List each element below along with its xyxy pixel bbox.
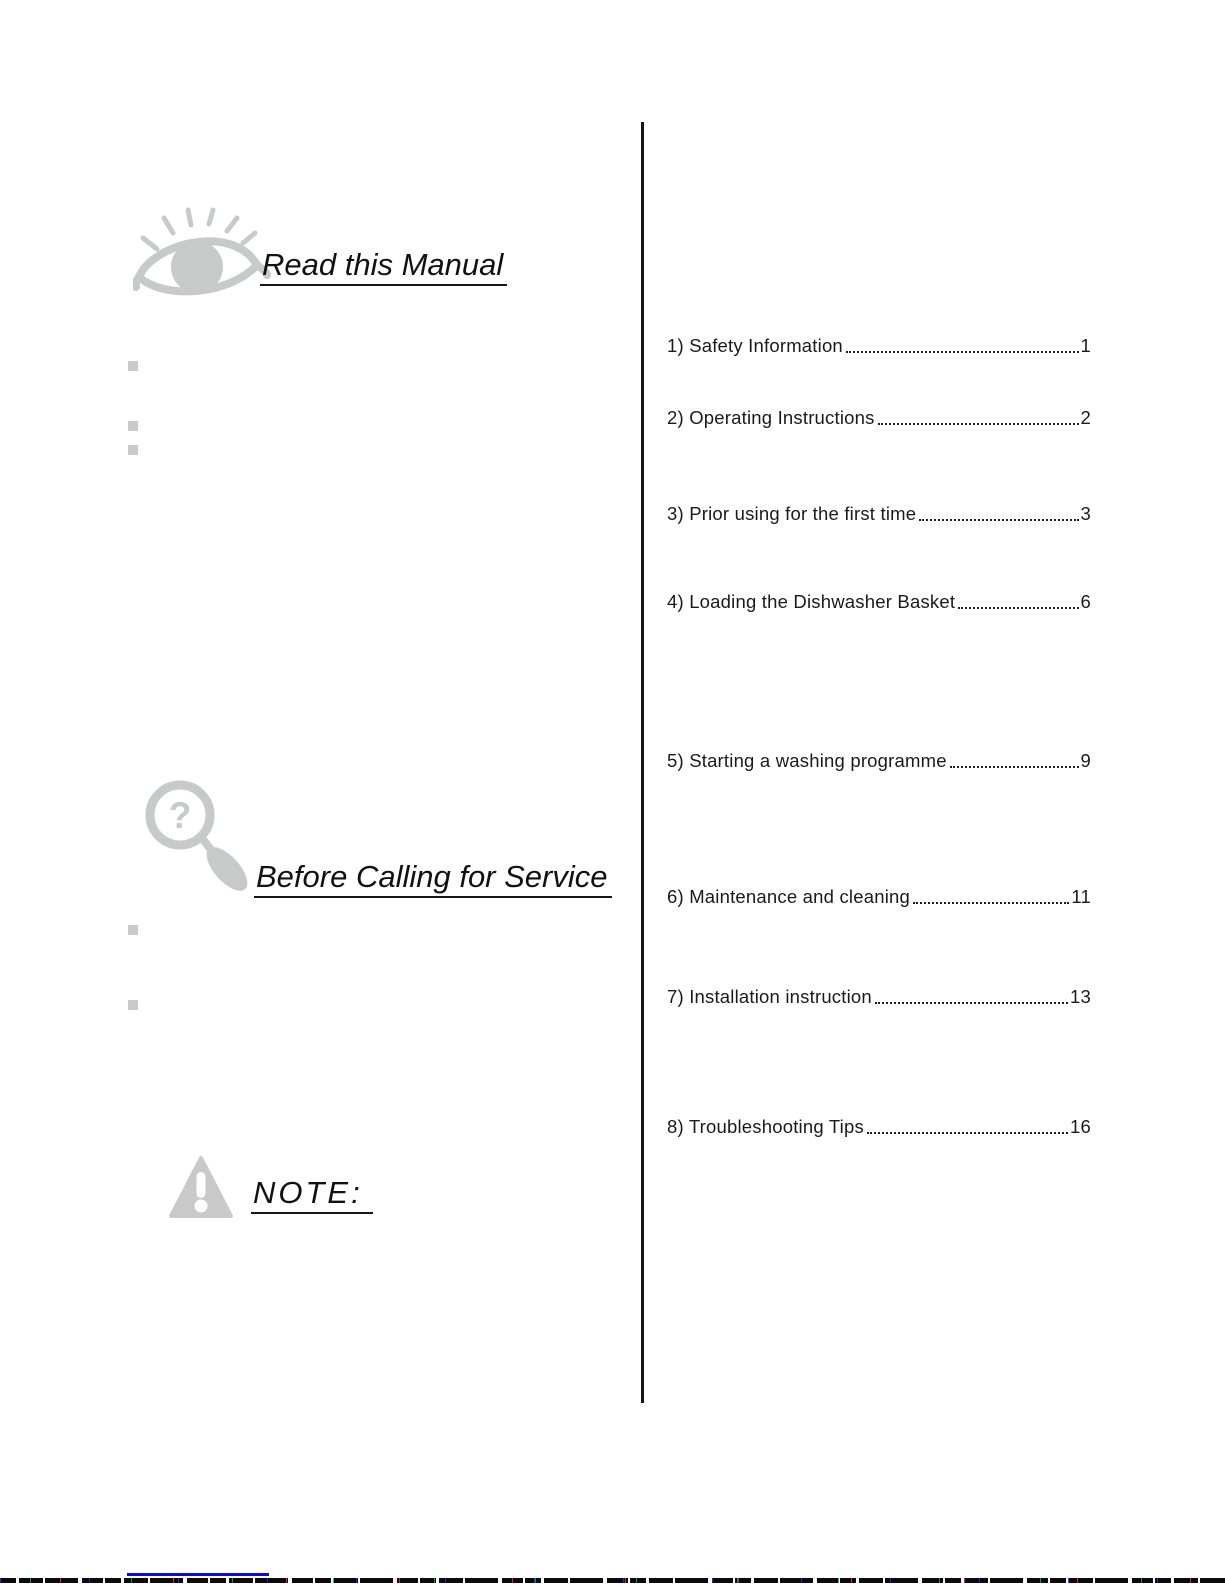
- bullet-marker: [128, 421, 138, 431]
- toc-item-prior-using-first-time: [667, 502, 1091, 525]
- toc-leader-dots: [919, 519, 1078, 521]
- toc-item-label: 7) Installation instruction: [667, 986, 872, 1007]
- toc-item-maintenance-and-cleaning: [667, 885, 1091, 908]
- section-heading-before-calling-for-service: Before Calling for Service: [254, 860, 612, 898]
- bullet-marker: [128, 361, 138, 371]
- toc-item-label: 2) Operating Instructions: [667, 407, 875, 428]
- toc-leader-dots: [846, 351, 1079, 353]
- toc-item-starting-washing-programme: [667, 749, 1091, 772]
- toc-item-loading-dishwasher-basket: [667, 590, 1091, 613]
- toc-item-page: 13: [1070, 986, 1091, 1007]
- question-mark: ?: [168, 795, 192, 836]
- toc-item-troubleshooting-tips: [667, 1115, 1091, 1138]
- eye-icon: [133, 207, 271, 307]
- bullet-marker: [128, 1000, 138, 1010]
- toc-item-page: 9: [1080, 750, 1091, 771]
- scan-noise-edge: [0, 1578, 1225, 1583]
- toc-leader-dots: [958, 607, 1078, 609]
- toc-item-safety-information: [667, 334, 1091, 357]
- toc-leader-dots: [867, 1132, 1068, 1134]
- toc-item-page: 3: [1080, 503, 1091, 524]
- toc-item-label: 6) Maintenance and cleaning: [667, 886, 910, 907]
- toc-leader-dots: [950, 766, 1079, 768]
- toc-item-page: 2: [1080, 407, 1091, 428]
- toc-item-page: 1: [1080, 335, 1091, 356]
- toc-leader-dots: [878, 423, 1079, 425]
- toc-leader-dots: [913, 902, 1069, 904]
- bullet-marker: [128, 445, 138, 455]
- exclamation-dot: [195, 1200, 208, 1213]
- toc-item-page: 16: [1070, 1116, 1091, 1137]
- toc-item-label: 4) Loading the Dishwasher Basket: [667, 591, 956, 612]
- column-divider-line: [641, 122, 644, 1403]
- toc-item-page: 11: [1071, 886, 1091, 907]
- toc-item-label: 1) Safety Information: [667, 335, 843, 356]
- footer-blue-underline: [127, 1573, 269, 1576]
- exclamation-bar: [197, 1172, 206, 1198]
- toc-item-label: 3) Prior using for the first time: [667, 503, 917, 524]
- toc-leader-dots: [875, 1002, 1068, 1004]
- toc-item-operating-instructions: [667, 406, 1091, 429]
- section-heading-read-this-manual: Read this Manual: [260, 248, 507, 286]
- toc-item-label: 8) Troubleshooting Tips: [667, 1116, 864, 1137]
- warning-triangle-icon: [168, 1155, 234, 1219]
- section-heading-note: NOTE:: [251, 1176, 373, 1214]
- magnifying-glass-question-icon: [140, 770, 270, 910]
- toc-item-page: 6: [1080, 591, 1091, 612]
- toc-item-label: 5) Starting a washing programme: [667, 750, 947, 771]
- bullet-marker: [128, 925, 138, 935]
- toc-item-installation-instruction: [667, 985, 1091, 1008]
